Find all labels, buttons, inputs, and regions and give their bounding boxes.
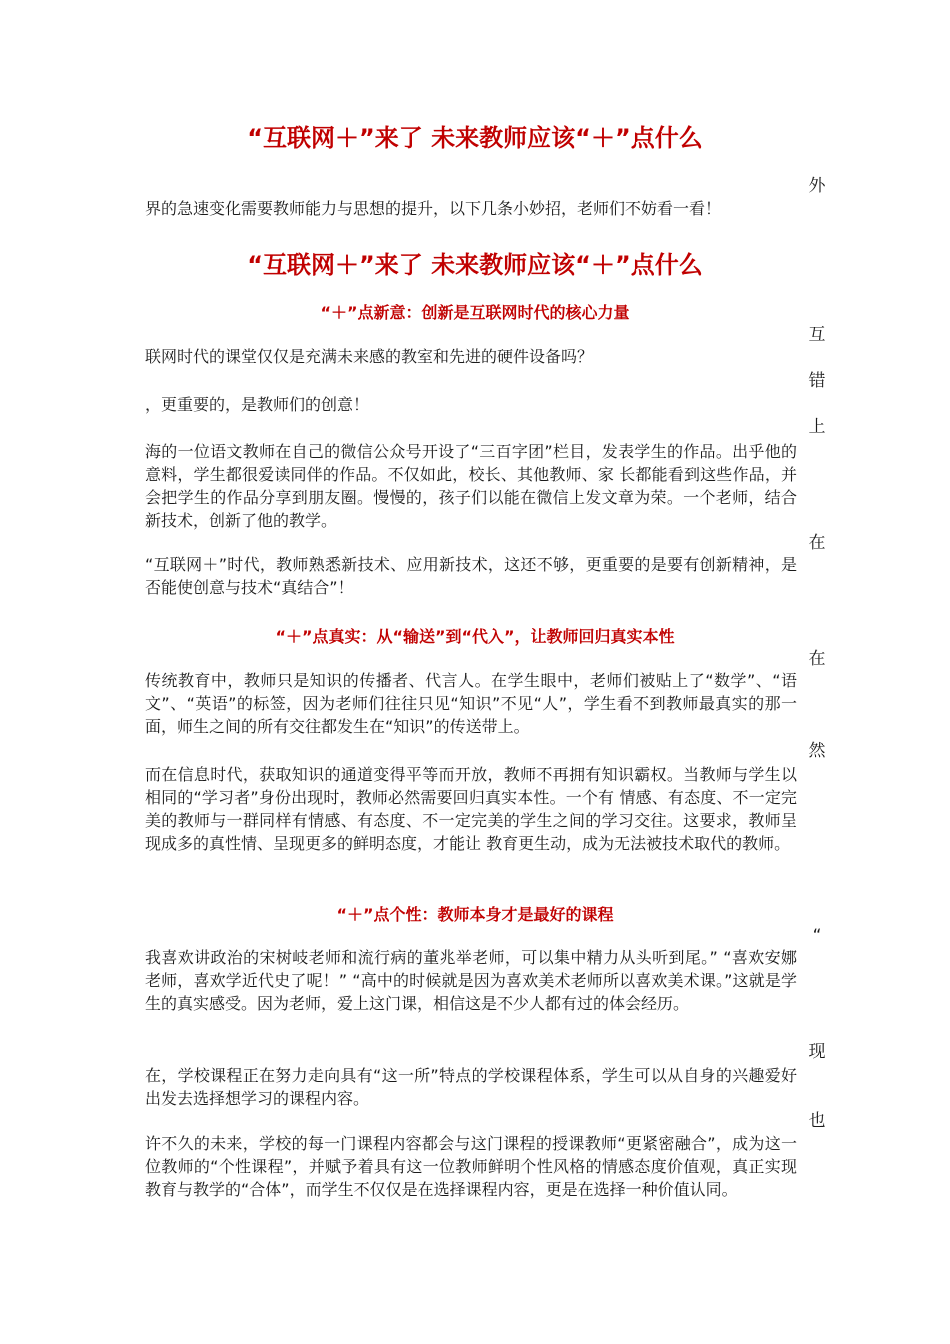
paragraph-first-char: 在: [808, 533, 826, 553]
article-title: “互联网＋”来了 未来教师应该“＋”点什么: [247, 124, 703, 152]
paragraph-first-char: 在: [808, 649, 826, 669]
paragraph-first-char: 互: [808, 325, 826, 345]
paragraph-first-char: “: [812, 926, 822, 946]
section-heading-personality: “＋”点个性：教师本身才是最好的课程: [336, 905, 614, 924]
paragraph: 在，学校课程正在努力走向具有“这一所”特点的学校课程体系，学生可以从自身的兴趣爱好出发去选择想学习的课程内容。: [145, 1066, 797, 1108]
intro-paragraph: 界的急速变化需要教师能力与思想的提升，以下几条小妙招，老师们不妨看一看！: [145, 199, 722, 218]
article-title-repeat: “互联网＋”来了 未来教师应该“＋”点什么: [247, 251, 703, 279]
intro-first-char: 外: [808, 176, 826, 196]
paragraph: 联网时代的课堂仅仅是充满未来感的教室和先进的硬件设备吗？: [145, 347, 594, 366]
paragraph: ，更重要的，是教师们的创意！: [145, 395, 370, 414]
paragraph-first-char: 然: [808, 741, 826, 761]
paragraph: 传统教育中，教师只是知识的传播者、代言人。在学生眼中，老师们被贴上了“数学”、“语文”、“英语”的标签，因为老师们往往只见“知识”不见“人”，学生看不到教师最真实的那一面，师生之间的所有交往都发生在“知识”的传送带上。: [145, 671, 797, 736]
paragraph-first-char: 错: [808, 371, 826, 391]
paragraph: “互联网＋”时代，教师熟悉新技术、应用新技术，这还不够，更重要的是要有创新精神，是否能使创意与技术“真结合”！: [145, 555, 797, 597]
section-heading-innovation: “＋”点新意：创新是互联网时代的核心力量: [320, 303, 630, 322]
paragraph: 许不久的未来，学校的每一门课程内容都会与这门课程的授课教师“更紧密融合”，成为这一位教师的“个性课程”，并赋予着具有这一位教师鲜明个性风格的情感态度价值观，真正实现教育与教学的“合体”，而学生不仅仅是在选择课程内容，更是在选择一种价值认同。: [145, 1134, 797, 1199]
paragraph: 而在信息时代，获取知识的通道变得平等而开放，教师不再拥有知识霸权。当教师与学生以相同的“学习者”身份出现时，教师必然需要回归真实本性。一个有 情感、有态度、不一定完美的教师与一群同样有情感、有态度、不一定完美的学生之间的学习交往。这要求，教师呈现成多的真性情、呈现更多的鲜明态度，才能让 教育更生动，成为无法被技术取代的教师。: [145, 765, 797, 853]
paragraph-first-char: 现: [808, 1042, 826, 1062]
paragraph-first-char: 上: [808, 417, 826, 437]
paragraph: 我喜欢讲政治的宋树岐老师和流行病的董兆举老师，可以集中精力从头听到尾。” “喜欢安娜老师，喜欢学近代史了呢！” “高中的时候就是因为喜欢美术老师所以喜欢美术课。”这就是学生的真实感受。因为老师，爱上这门课，相信这是不少人都有过的体会经历。: [145, 948, 797, 1013]
paragraph-first-char: 也: [808, 1111, 826, 1131]
section-heading-authenticity: “＋”点真实：从“输送”到“代入”，让教师回归真实本性: [275, 627, 675, 646]
paragraph: 海的一位语文教师在自己的微信公众号开设了“三百字团”栏目，发表学生的作品。出乎他的意料，学生都很爱读同伴的作品。不仅如此，校长、其他教师、家 长都能看到这些作品，并会把学生的作品分享到朋友圈。慢慢的，孩子们以能在微信上发文章为荣。一个老师，结合新技术，创新了他的教学。: [145, 442, 797, 530]
